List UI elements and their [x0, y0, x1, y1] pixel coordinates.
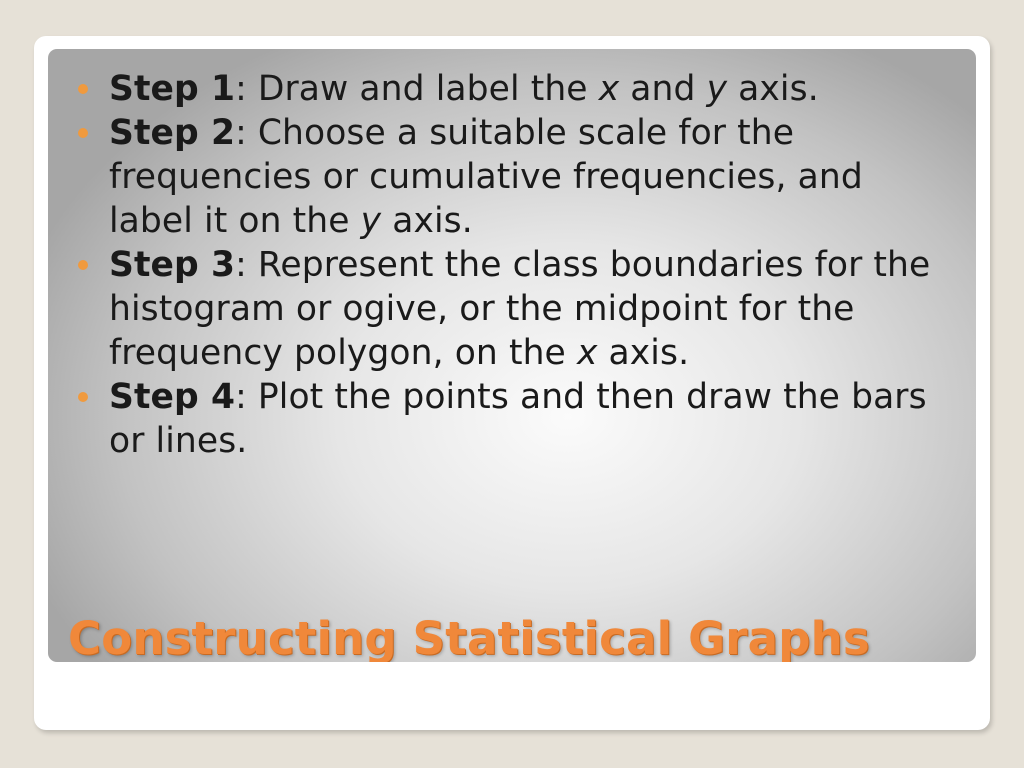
- step-label: Step 2: [109, 113, 236, 153]
- step-text: axis.: [381, 201, 473, 241]
- step-label: Step 3: [109, 245, 236, 285]
- bullet-dot-icon: [78, 392, 88, 402]
- bullet-dot-icon: [78, 128, 88, 138]
- step-text: and: [619, 69, 707, 109]
- step-text: : Choose a suitable scale for the frequencies or cumulative frequencies, and label it on the: [109, 113, 863, 241]
- bullet-step-4: [74, 375, 954, 463]
- step-text: axis.: [597, 333, 690, 373]
- step-text: : Draw and label the: [235, 69, 599, 109]
- step-text: axis.: [727, 69, 819, 109]
- bullet-dot-icon: [78, 260, 88, 270]
- slide-frame: [34, 36, 990, 730]
- step-label: Step 4: [109, 377, 236, 417]
- variable-x: x: [576, 333, 598, 373]
- variable-y: y: [706, 69, 728, 109]
- step-text: : Plot the points and then draw the bars or lines.: [109, 377, 927, 461]
- step-text: : Represent the class boundaries for the histogram or ogive, or the midpoint for the frequency polygon, on the: [109, 245, 931, 373]
- content-panel: [48, 49, 976, 662]
- variable-x: x: [598, 69, 620, 109]
- bullet-dot-icon: [78, 84, 88, 94]
- step-label: Step 1: [109, 69, 236, 109]
- variable-y: y: [360, 201, 382, 241]
- bullet-step-3: [74, 243, 954, 375]
- slide-title: Constructing Statistical Graphs: [68, 612, 870, 662]
- bullet-step-2: [74, 111, 954, 243]
- bullet-list: [74, 67, 954, 463]
- bullet-step-1: [74, 67, 954, 111]
